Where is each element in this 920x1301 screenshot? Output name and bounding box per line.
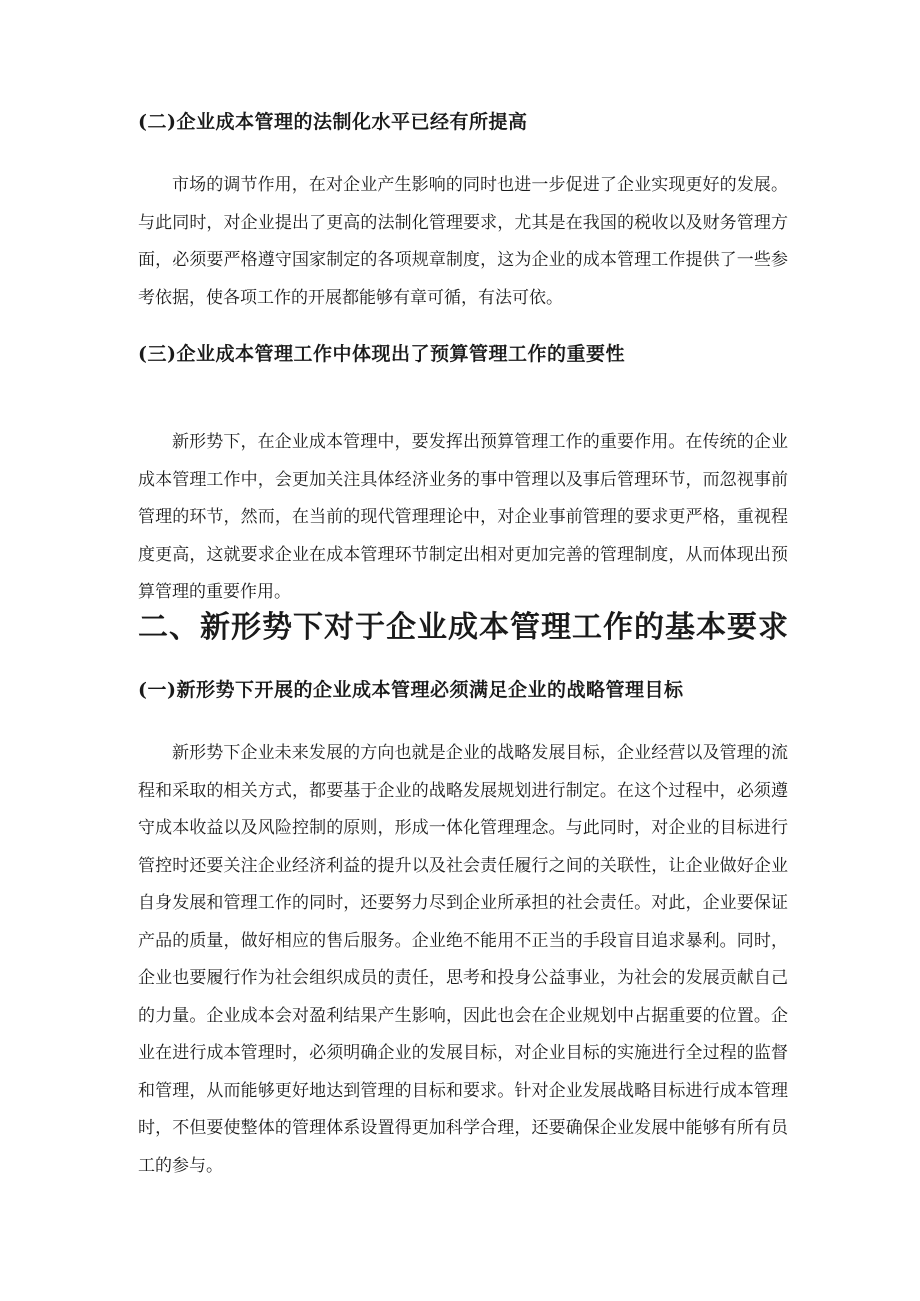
- chapter-heading-two: 二、新形势下对于企业成本管理工作的基本要求: [138, 610, 789, 645]
- section-heading-1: (一)新形势下开展的企业成本管理必须满足企业的战略管理目标: [138, 679, 684, 701]
- section-heading-3: (三)企业成本管理工作中体现出了预算管理工作的重要性: [138, 343, 625, 365]
- section-paragraph-1: 新形势下企业未来发展的方向也就是企业的战略发展目标，企业经营以及管理的流程和采取的相关方式，都要基于企业的战略发展规划进行制定。在这个过程中，必须遵守成本收益以及风险控制的原则，形成一体化管理理念。与此同时，对企业的目标进行管控时还要关注企业经济利益的提升以及社会责任履行之间的关联性，让企业做好企业自身发展和管理工作的同时，还要努力尽到企业所承担的社会责任。对此，企业要保证产品的质量，做好相应的售后服务。企业绝不能用不正当的手段盲目追求暴利。同时，企业也要履行作为社会组织成员的责任，思考和投身公益事业，为社会的发展贡献自己的力量。企业成本会对盈利结果产生影响，因此也会在企业规划中占据重要的位置。企业在进行成本管理时，必须明确企业的发展目标，对企业目标的实施进行全过程的监督和管理，从而能够更好地达到管理的目标和要求。针对企业发展战略目标进行成本管理时，不但要使整体的管理体系设置得更加科学合理，还要确保企业发展中能够有所有员工的参与。: [138, 743, 788, 1176]
- section-heading-2: (二)企业成本管理的法制化水平已经有所提高: [138, 111, 528, 133]
- section-paragraph-3: 新形势下，在企业成本管理中，要发挥出预算管理工作的重要作用。在传统的企业成本管理工作中，会更加关注具体经济业务的事中管理以及事后管理环节，而忽视事前管理的环节，然而，在当前的现代管理理论中，对企业事前管理的要求更严格，重视程度更高，这就要求企业在成本管理环节制定出相对更加完善的管理制度，从而体现出预算管理的重要作用。: [138, 432, 788, 602]
- section-paragraph-2: 市场的调节作用，在对企业产生影响的同时也进一步促进了企业实现更好的发展。与此同时，对企业提出了更高的法制化管理要求，尤其是在我国的税收以及财务管理方面，必须要严格遵守国家制定的各项规章制度，这为企业的成本管理工作提供了一些参考依据，使各项工作的开展都能够有章可循，有法可依。: [138, 175, 788, 308]
